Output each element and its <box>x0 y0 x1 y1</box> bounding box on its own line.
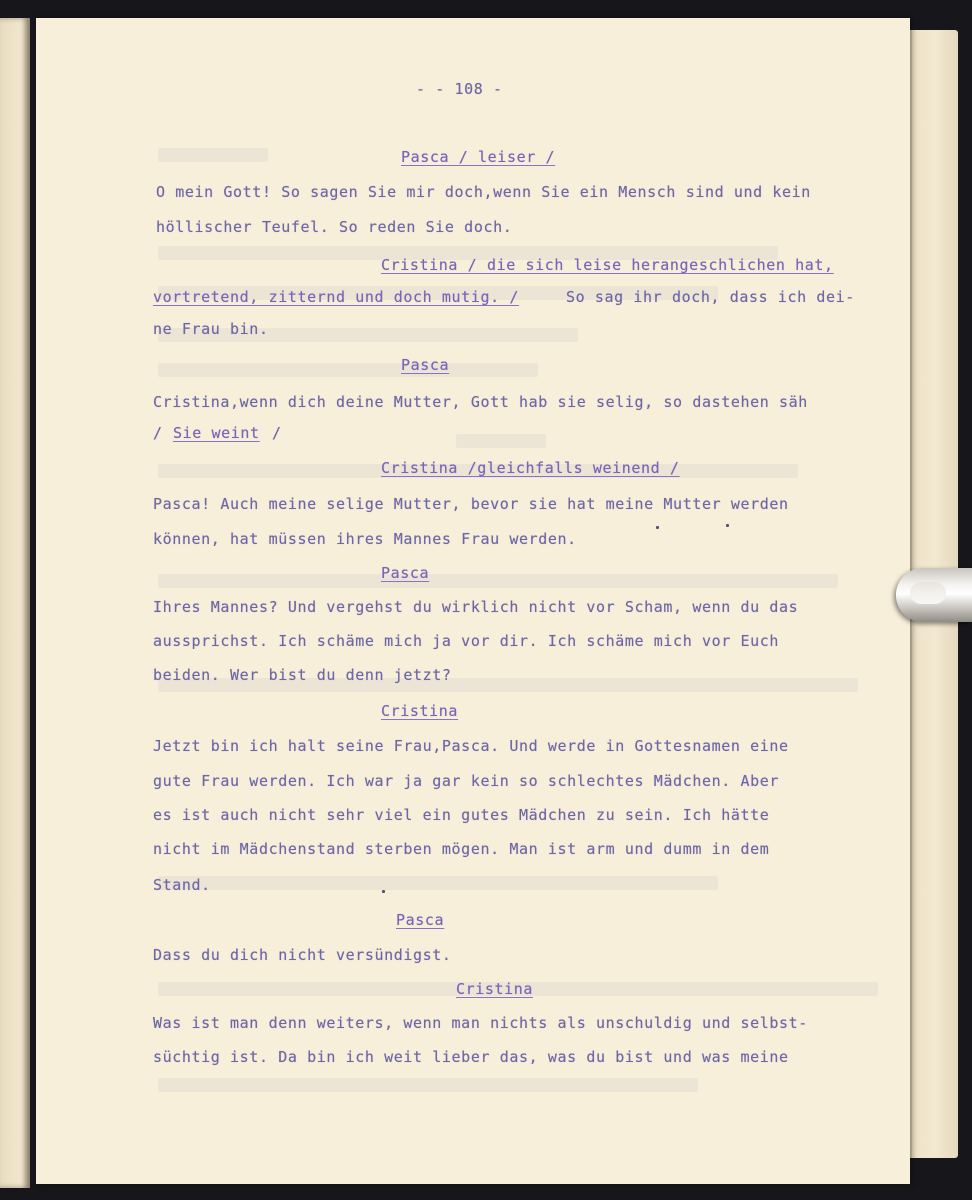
speaker-pasca: Pasca / leiser / <box>401 148 556 166</box>
text-line: So sag ihr doch, dass ich dei- <box>566 288 855 306</box>
ink-speck <box>726 524 729 527</box>
typewritten-page <box>36 18 910 1184</box>
metal-binder-clip <box>896 568 972 622</box>
text-line: Was ist man denn weiters, wenn man nichts als unschuldig und selbst- <box>153 1014 808 1032</box>
page-number: - - 108 - <box>416 80 503 98</box>
text-line: höllischer Teufel. So reden Sie doch. <box>156 218 513 236</box>
text-line: Dass du dich nicht versündigst. <box>153 946 452 964</box>
speaker-cristina: Cristina /gleichfalls weinend / <box>381 459 680 477</box>
ink-speck <box>382 890 385 893</box>
text-line: Pasca! Auch meine selige Mutter, bevor sie hat meine Mutter werden <box>153 495 789 513</box>
speaker-pasca: Pasca <box>401 356 450 374</box>
stage-direction: Sie weint <box>173 424 260 442</box>
text-line: Stand. <box>153 876 211 894</box>
text-line: süchtig ist. Da bin ich weit lieber das, was du bist und was meine <box>153 1048 789 1066</box>
stage-direction-slash: / <box>153 424 163 442</box>
speaker-pasca: Pasca <box>381 564 430 582</box>
stage-direction-slash: / <box>272 424 282 442</box>
stage-direction: vortretend, zitternd und doch mutig. / <box>153 288 519 306</box>
left-page-edge <box>0 18 30 1188</box>
speaker-cristina: Cristina <box>456 980 534 998</box>
speaker-pasca: Pasca <box>396 911 445 929</box>
text-line: Cristina,wenn dich deine Mutter, Gott hab sie selig, so dastehen säh <box>153 393 808 411</box>
text-line: Jetzt bin ich halt seine Frau,Pasca. Und werde in Gottesnamen eine <box>153 737 789 755</box>
speaker-cristina: Cristina / die sich leise herangeschlichen hat, <box>381 256 834 274</box>
text-line: aussprichst. Ich schäme mich ja vor dir. Ich schäme mich vor Euch <box>153 632 779 650</box>
text-line: es ist auch nicht sehr viel ein gutes Mädchen zu sein. Ich hätte <box>153 806 770 824</box>
text-line: beiden. Wer bist du denn jetzt? <box>153 666 452 684</box>
text-line: nicht im Mädchenstand sterben mögen. Man ist arm und dumm in dem <box>153 840 770 858</box>
speaker-cristina: Cristina <box>381 702 459 720</box>
text-line: Ihres Mannes? Und vergehst du wirklich nicht vor Scham, wenn du das <box>153 598 799 616</box>
text-line: O mein Gott! So sagen Sie mir doch,wenn Sie ein Mensch sind und kein <box>156 183 811 201</box>
text-line: ne Frau bin. <box>153 320 269 338</box>
text-line: können, hat müssen ihres Mannes Frau werden. <box>153 530 577 548</box>
ink-speck <box>656 526 659 529</box>
text-line: gute Frau werden. Ich war ja gar kein so schlechtes Mädchen. Aber <box>153 772 779 790</box>
